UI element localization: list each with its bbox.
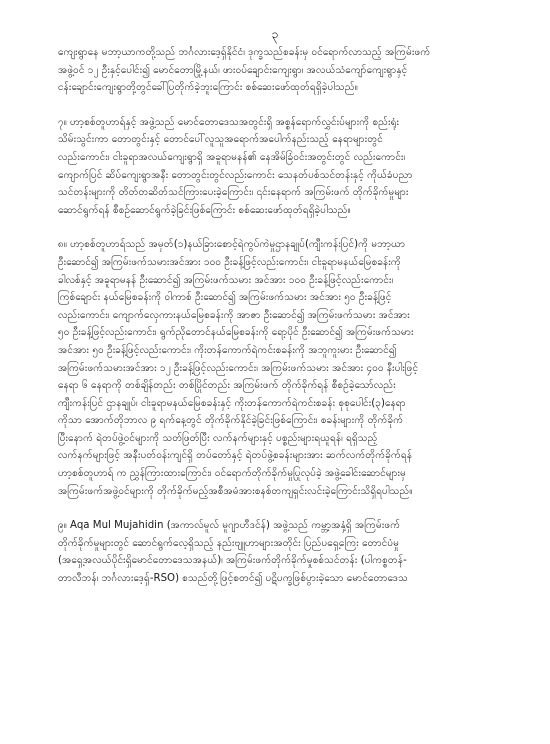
text-line: (အရှေ့အလယ်ပိုင်းရှိမောင်တောဒေသအနယ်)၊ အကြမ်းဖက်တိုက်ခိုက်မှုစစ်သင်တန်း (ပါကစ္စတန်- (58, 555, 407, 567)
document-body (58, 44, 498, 605)
text-line: ပြီးနောက် ရဲတပ်ဖွဲ့ဝင်များကို သတ်ဖြတ်ပြီး လက်နက်များနှင့် ပစ္စည်းများရယူရန်၊ ရရှိသည့် (58, 432, 378, 444)
text-line: ကျီးကန်းပြင် ဌာနချုပ်၊ ငါးခူရာမနယ်မြေစခန်းနှင့် ကိုးတန်ကောက်ရဲကင်းစခန်း စုစုပေါင်း(၃)နေရာ (58, 397, 406, 409)
paragraph-8 (58, 236, 498, 500)
text-line: ကျေးရွာနေ မဘာ့ယာကတို့သည် ဘင်္ဂလားဒေ့ရှ်နိုင်ငံ၊ ဒုက္ခသည်စခန်းမှ ဝင်ရောက်လာသည့် အကြမ်းဖက် (58, 47, 431, 58)
text-line: ကျောက်ပြင် ဆိပ်ကျေးရွာအနီး တောတွင်းတွင်လည်းကောင်း သေနတ်ပစ်သင်တန်းနှင့် ကိုယ်ခံပညာ (58, 169, 413, 181)
text-line: နေရာ ၆ နေရာကို တစ်ချိန်တည်း တစ်ပြိုင်တည်း အကြမ်းဖက် တိုက်ခိုက်ရန် စီစဉ်ခဲ့သော်လည်း (58, 380, 396, 392)
text-line: အဖွဲ့ဝင် ၁၂ ဦးနှင့်ပေါင်း၍ မောင်တောမြို့နယ်၊ ဖားဝပ်ချောင်းကျေးရွာ၊ အလယ်သံကျော်ကျေးရွာနှင့် (58, 64, 408, 76)
text-line: အင်အား ၅၀ ဦးခန့်ဖြင့်လည်းကောင်း၊ ကိုးတန်ကောက်ရဲကင်းစခန်းကို အဘူကူးမား ဦးဆောင်၍ (58, 344, 397, 356)
text-line: အကြမ်းဖက်သမားအင်အား ၁၂ ဦးခန့်ဖြင့်လည်းကောင်း၊ အကြမ်းဖက်သမား အင်အား ၄၀၀ နီးပါးဖြင့် (58, 362, 419, 374)
text-line: ဦးဆောင်၍ အကြမ်းဖက်သမားအင်အား ၁၀၀ ဦးခန့်ဖြင့်လည်းကောင်း၊ ငါးခူရာမနယ်မြေစခန်းကို (58, 256, 401, 268)
text-line: အကြမ်းဖက်အဖွဲ့ဝင်များကို တိုက်ခိုက်မည့်အစီအမံအားစနစ်တကျရှင်းလင်းခဲ့ကြောင်းသိရှိရပါသည်။ (58, 485, 413, 497)
paragraph-7 (58, 114, 498, 220)
text-line: သိမ်းသွင်းကာ တောတွင်းနှင့် တောင်ပေါ်လူသူအရောက်အပေါက်နည်းသည့် နေရာများတွင် (58, 134, 383, 146)
text-line: ဟာ့စစ်တူဟာရ် က ညွှန်ကြားထားကြောင်း၊ ဝင်ရောက်တိုက်ခိုက်မှုပြုလုပ်ခဲ့ အဖွဲ့ခေါင်းဆောင်များမှ (58, 468, 406, 480)
text-line: သင်တန်းများကို တိတ်တဆိတ်သင်ကြားပေးခဲ့ကြောင်း၊ ၎င်းနေရာက် အကြမ်းဖက် တိုက်ခိုက်မှုများ (58, 187, 409, 199)
text-line: ဆောင်ရွက်ရန် စီစဉ်ဆောင်ရွက်ခဲ့ခြင်းဖြစ်ကြောင်း စစ်ဆေးဖော်ထုတ်ရရှိခဲ့ပါသည်။ (58, 204, 351, 216)
page-number: ၃ (271, 27, 279, 41)
text-line: လည်းကောင်း၊ ကျောက်လှေကားနယ်မြေစခန်းကို အာဇာ ဦးဆောင်၍ အကြမ်းဖက်သမား အင်အား (58, 309, 410, 321)
text-line: တိုက်ခိုက်မှုများတွင် ဆောင်ရွက်လေ့ရှိသည့် နည်းဗျူဟာများအတိုင်း ပြည်ပရှေ့ကြေး တောင်ပံမှု (58, 537, 400, 549)
text-line: ၅၀ ဦးခန့်ဖြင့်လည်းကောင်း၊ ရွက်ညိုတောင်နယ်မြေစခန်းကို ရော့ပိုင် ဦးဆောင်၍ အကြမ်းဖက်သမား (58, 327, 414, 339)
paragraph-9 (58, 517, 498, 587)
text-line: ၈။ ဟာ့စစ်တူဟာရ်သည် အမှတ်(၁)နယ်ခြားစောင့်ရဲကွပ်ကဲမှုဌာနချုပ်(ကျီးကန်းပြင်)ကို မဘာ့ယာ (58, 239, 406, 251)
text-line: လည်းကောင်း၊ ငါးခူရာအလယ်ကျေးရွာရှိ အခူရာမနန်၏ နေအိမ်ခြံဝင်းအတွင်းတွင် လည်းကောင်း၊ (58, 151, 406, 163)
text-line: ကြစ်ချောင်း နယ်မြေစခန်းကို ဝါကာစ် ဦးဆောင်၍ အကြမ်းဖက်သမား အင်အား ၅၀ ဦးခန့်ဖြင့် (58, 292, 392, 304)
text-line: တာလီဘန်၊ ဘင်္ဂလားဒေ့ရှ်-RSO) စသည်တို့ဖြင့်စတင်၍ ပဋိပက္ခဖြစ်ပွားခဲ့သော မောင်တောဒေသ (58, 573, 408, 585)
paragraph-continuation (58, 44, 498, 97)
text-line: ၉။ Aqa Mul Mujahidin (အကာလ်မူလ် မူဂျာဟီဒင်န်) အဖွဲ့သည် ကမ္ဘာ့အနှံ့ရှိ အကြမ်းဖက် (58, 520, 401, 532)
text-line: ခါလစ်နှင့် အခူရာမနန် ဦးဆောင်၍ အကြမ်းဖက်သမား အင်အား ၁၀၀ ဦးခန့်ဖြင့်လည်းကောင်း၊ (58, 274, 394, 286)
text-line: ငန်းချောင်းကျေးရွာတို့တွင်ခေါ်ပြတိုက်ခဲ့ဘူးကြောင်း စစ်ဆေးဖော်ထုတ်ရရှိခဲ့ပါသည်။ (58, 82, 358, 94)
text-line: ၇။ ဟာ့စစ်တူဟာရ်နှင့် အဖွဲ့သည် မောင်တောဒေသအတွင်းရှိ အစ္စန်ရောက်လွှင်းပ်များကို စည်းရုံး (58, 116, 400, 128)
text-line: ကိုသာ အောက်တိုဘာလ ၉ ရက်နေ့တွင် တိုက်ခိုက်နိုင်ခဲ့ခြင်းဖြစ်ကြောင်း၊ စခန်းများကို တိုက်ခိုက် (58, 415, 404, 427)
text-line: လက်နက်များဖြင့် အနီးပတ်ဝန်းကျင်ရှိ တပ်တော်နှင့် ရဲတပ်ဖွဲ့စခန်းများအား ဆက်လက်တိုက်ခိုက်ရန် (58, 450, 413, 462)
